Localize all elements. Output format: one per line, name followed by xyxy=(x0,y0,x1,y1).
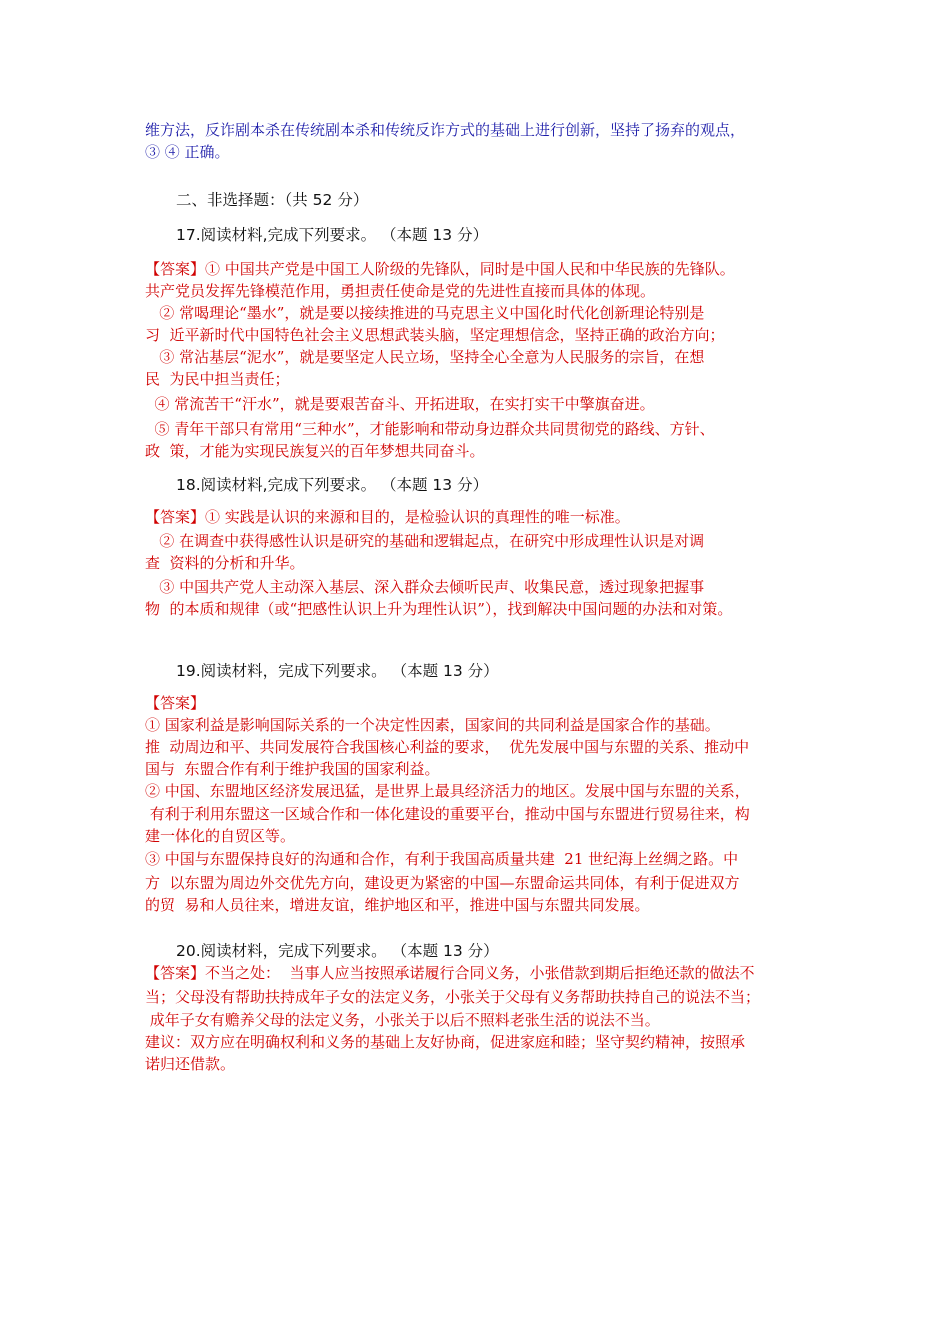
q17-answer-line-2: 共产党员发挥先锋模范作用，勇担责任使命是党的先进性直接而具体的体现。 xyxy=(145,282,656,300)
q17-answer-line-9: 政 策，才能为实现民族复兴的百年梦想共同奋斗。 xyxy=(145,442,485,460)
q17-header: 17.阅读材料,完成下列要求。 （本题 13 分） xyxy=(176,226,489,244)
q18-answer-line-3: 查 资料的分析和升华。 xyxy=(145,554,305,572)
q17-answer-line-5: ③ 常沾基层“泥水”，就是要坚定人民立场，坚持全心全意为人民服务的宗旨，在想 xyxy=(145,348,705,366)
q20-answer-line-2: 当；父母没有帮助扶持成年子女的法定义务，小张关于父母有义务帮助扶持自己的说法不当； xyxy=(145,988,761,1006)
q19-answer-line-3: 国与 东盟合作有利于维护我国的国家利益。 xyxy=(145,760,440,778)
q20-answer-line-1: 【答案】不当之处： 当事人应当按照承诺履行合同义务，小张借款到期后拒绝还款的做法不 xyxy=(145,964,755,982)
q18-answer-line-2: ② 在调查中获得感性认识是研究的基础和逻辑起点，在研究中形成理性认识是对调 xyxy=(145,532,705,550)
q19-answer-line-8: 方 以东盟为周边外交优先方向，建设更为紧密的中国—东盟命运共同体，有利于促进双方 xyxy=(145,874,740,892)
q19-answer-tag: 【答案】 xyxy=(145,694,206,712)
q17-answer-line-7: ④ 常流苦干“汗水”，就是要艰苦奋斗、开拓进取，在实打实干中擎旗奋进。 xyxy=(145,395,655,413)
q17-answer-line-4: 习 近平新时代中国特色社会主义思想武装头脑，坚定理想信念，坚持正确的政治方向； xyxy=(145,326,725,344)
q19-answer-line-4: ② 中国、东盟地区经济发展迅猛，是世界上最具经济活力的地区。发展中国与东盟的关系， xyxy=(145,782,750,800)
prev-answer-line-2: ③ ④ 正确。 xyxy=(145,143,230,161)
prev-answer-line-1: 维方法，反诈剧本杀在传统剧本杀和传统反诈方式的基础上进行创新，坚持了扬弃的观点， xyxy=(145,121,746,139)
q19-answer-line-1: ① 国家利益是影响国际关系的一个决定性因素，国家间的共同利益是国家合作的基础。 xyxy=(145,716,720,734)
q19-answer-line-5: 有利于利用东盟这一区域合作和一体化建设的重要平台，推动中国与东盟进行贸易往来，构 xyxy=(145,805,750,823)
q20-answer-line-4: 建议：双方应在明确权利和义务的基础上友好协商，促进家庭和睦；坚守契约精神，按照承 xyxy=(145,1033,746,1051)
q17-answer-line-8: ⑤ 青年干部只有常用“三种水”，才能影响和带动身边群众共同贯彻党的路线、方针、 xyxy=(145,420,715,438)
q19-answer-line-9: 的贸 易和人员往来，增进友谊，维护地区和平，推进中国与东盟共同发展。 xyxy=(145,896,650,914)
q18-answer-tag: 【答案】 xyxy=(145,508,206,526)
q19-header: 19.阅读材料，完成下列要求。 （本题 13 分） xyxy=(176,662,499,680)
q18-answer-line-1: 【答案】① 实践是认识的来源和目的，是检验认识的真理性的唯一标准。 xyxy=(145,508,630,526)
q17-answer-line-3: ② 常喝理论“墨水”，就是要以接续推进的马克思主义中国化时代化创新理论特别是 xyxy=(145,304,705,322)
q20-answer-tag: 【答案】 xyxy=(145,964,206,982)
q19-answer-line-7: ③ 中国与东盟保持良好的沟通和合作，有利于我国高质量共建 21 世纪海上丝绸之路。中 xyxy=(145,850,739,868)
q18-header: 18.阅读材料,完成下列要求。 （本题 13 分） xyxy=(176,476,489,494)
q20-answer-line-5: 诺归还借款。 xyxy=(145,1055,236,1073)
q17-answer-line-1: 【答案】① 中国共产党是中国工人阶级的先锋队，同时是中国人民和中华民族的先锋队。 xyxy=(145,260,735,278)
q19-answer-line-2: 推 动周边和平、共同发展符合我国核心利益的要求， 优先发展中国与东盟的关系、推动中 xyxy=(145,738,750,756)
q17-answer-tag: 【答案】 xyxy=(145,260,206,278)
q18-answer-line-4: ③ 中国共产党人主动深入基层、深入群众去倾听民声、收集民意，透过现象把握事 xyxy=(145,578,705,596)
section-title: 二、非选择题：（共 52 分） xyxy=(176,191,369,209)
q20-answer-line-3: 成年子女有赡养父母的法定义务，小张关于以后不照料老张生活的说法不当。 xyxy=(145,1011,660,1029)
q19-answer-line-6: 建一体化的自贸区等。 xyxy=(145,827,296,845)
q17-answer-line-6: 民 为民中担当责任； xyxy=(145,370,290,388)
q18-answer-line-5: 物 的本质和规律（或“把感性认识上升为理性认识”），找到解决中国问题的办法和对策。 xyxy=(145,600,733,618)
q20-header: 20.阅读材料，完成下列要求。 （本题 13 分） xyxy=(176,942,499,960)
